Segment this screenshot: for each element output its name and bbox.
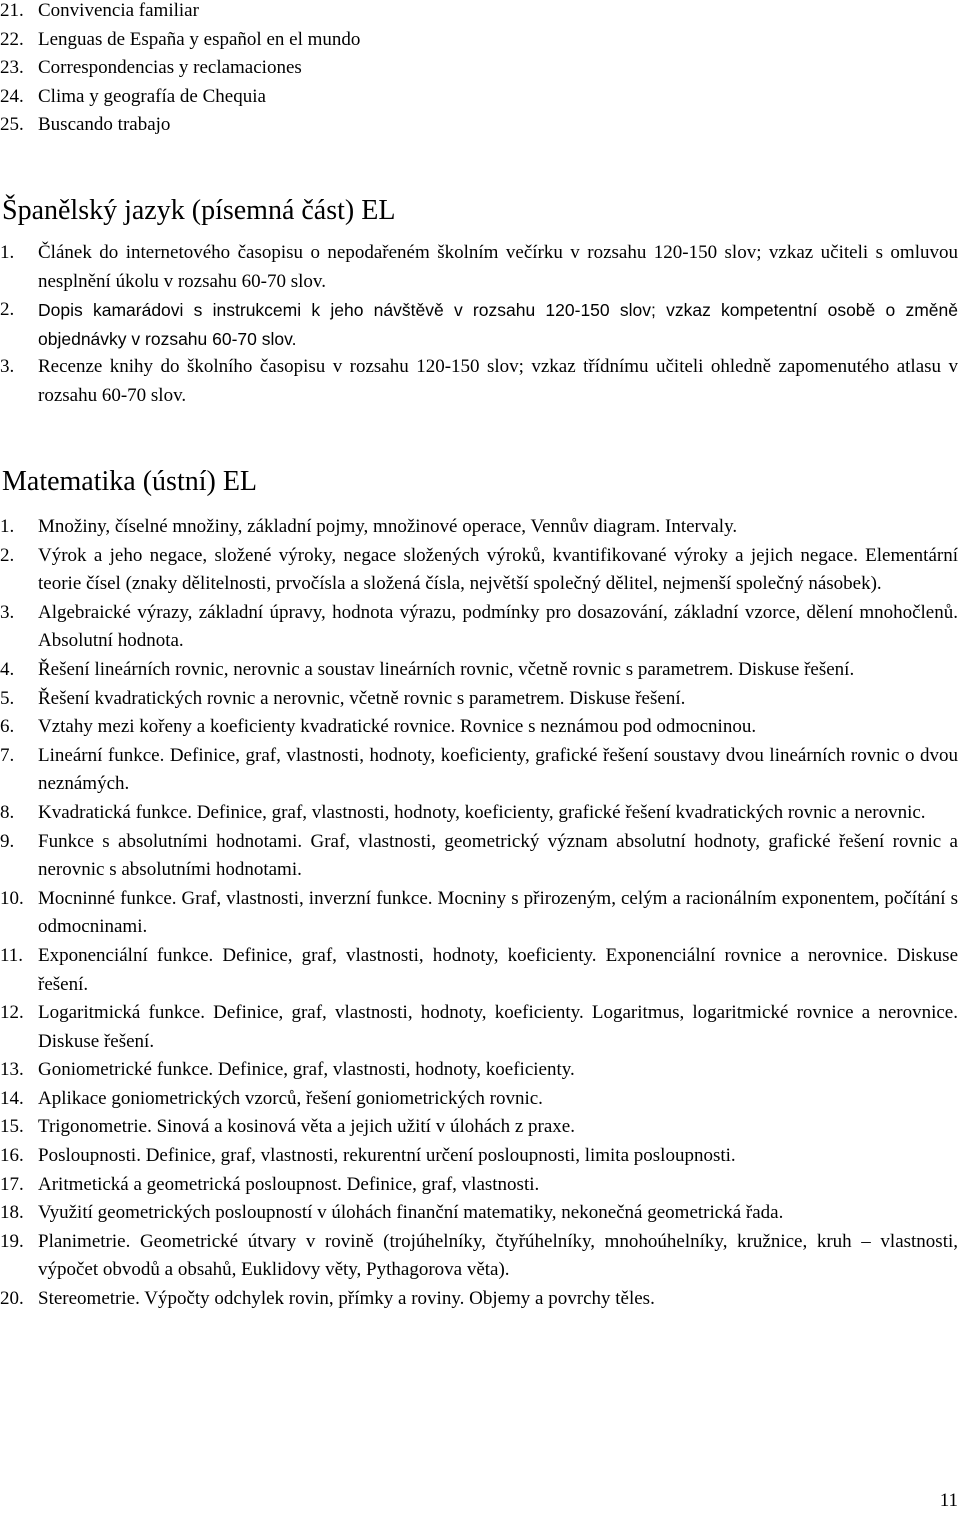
item-number: 12. (0, 1002, 24, 1024)
item-text: Convivencia familiar (38, 0, 199, 21)
list-item (0, 1085, 960, 1114)
item-text: Lineární funkce. Definice, graf, vlastnosti, hodnoty, koeficienty, grafické řešení soustavy dvou lineárních rovnic o dvou neznámých. (38, 744, 958, 795)
item-number: 21. (0, 0, 24, 21)
list-item (0, 742, 960, 799)
item-text: Recenze knihy do školního časopisu v rozsahu 120-150 slov; vzkaz třídnímu učiteli ohledně zapomenutého atlasu v rozsahu 60-70 slov. (38, 356, 958, 406)
list-item (0, 713, 960, 742)
item-text: Množiny, číselné množiny, základní pojmy, množinové operace, Vennův diagram. Intervaly. (38, 516, 738, 537)
item-number: 24. (0, 85, 24, 107)
list-item (0, 1199, 960, 1228)
item-number: 1. (0, 516, 15, 537)
list-item (0, 83, 700, 112)
list-item (0, 26, 700, 55)
list-item (0, 656, 960, 685)
list-item (0, 513, 960, 542)
item-text: Kvadratická funkce. Definice, graf, vlastnosti, hodnoty, koeficienty, grafické řešení kvadratických rovnic a nerovnic. (38, 801, 926, 823)
item-text: Článek do internetového časopisu o nepodařeném školním večírku v rozsahu 120-150 slov; vzkaz učiteli s omluvou nesplnění úkolu v rozsahu 60-70 slov. (38, 242, 958, 292)
item-text: Řešení kvadratických rovnic a nerovnic, včetně rovnic s parametrem. Diskuse řešení. (38, 687, 686, 709)
item-number: 23. (0, 57, 24, 78)
list-item (0, 542, 960, 599)
list-item (0, 828, 960, 885)
item-number: 17. (0, 1173, 24, 1195)
list-item (0, 799, 960, 828)
item-text: Lenguas de España y español en el mundo (38, 28, 361, 50)
item-number: 15. (0, 1116, 24, 1138)
item-number: 4. (0, 658, 15, 680)
list-item (0, 942, 960, 999)
math-oral-list (0, 513, 960, 1314)
page-number: 11 (939, 1490, 958, 1511)
list-item (0, 685, 960, 714)
list-item (0, 599, 960, 656)
item-number: 7. (0, 744, 15, 766)
item-text: Dopis kamarádovi s instrukcemi k jeho návštěvě v rozsahu 120-150 slov; vzkaz kompetentní osobě o změně objednávky v rozsahu 60-70 slov. (38, 300, 958, 349)
item-number: 20. (0, 1288, 24, 1310)
item-text: Clima y geografía de Chequia (38, 85, 266, 107)
item-number: 6. (0, 716, 15, 738)
item-text: Využití geometrických posloupností v úlohách finanční matematiky, nekonečná geometrická řada. (38, 1202, 784, 1224)
item-text: Stereometrie. Výpočty odchylek rovin, přímky a roviny. Objemy a povrchy těles. (38, 1288, 655, 1310)
item-number: 3. (0, 601, 15, 623)
item-number: 10. (0, 887, 24, 909)
item-number: 18. (0, 1202, 24, 1224)
list-item (0, 54, 700, 83)
item-number: 9. (0, 830, 15, 852)
item-text: Algebraické výrazy, základní úpravy, hodnota výrazu, podmínky pro dosazování, základní vzorce, dělení mnohočlenů. Absolutní hodnota. (38, 601, 958, 652)
item-number: 1. (0, 242, 15, 263)
section-heading-spanish-written: Španělský jazyk (písemná část) EL (2, 195, 396, 226)
item-number: 2. (0, 544, 15, 566)
item-text: Mocninné funkce. Graf, vlastnosti, inverzní funkce. Mocniny s přirozeným, celým a racionálním exponentem, počítání s odmocninami. (38, 887, 958, 938)
item-number: 2. (0, 299, 15, 320)
list-item (0, 0, 700, 26)
item-text: Logaritmická funkce. Definice, graf, vlastnosti, hodnoty, koeficienty. Logaritmus, logaritmické rovnice a nerovnice. Diskuse řešení. (38, 1002, 958, 1052)
list-item (0, 885, 960, 942)
item-number: 5. (0, 687, 15, 709)
item-number: 14. (0, 1087, 24, 1109)
item-number: 3. (0, 356, 15, 377)
item-number: 25. (0, 114, 24, 135)
item-text: Exponenciální funkce. Definice, graf, vlastnosti, hodnoty, koeficienty. Exponenciální rovnice a nerovnice. Diskuse řešení. (38, 944, 958, 995)
list-item (0, 1285, 960, 1314)
item-number: 8. (0, 801, 15, 823)
item-text: Aritmetická a geometrická posloupnost. Definice, graf, vlastnosti. (38, 1173, 540, 1195)
list-item (0, 1056, 960, 1085)
item-number: 11. (0, 944, 24, 966)
item-text: Funkce s absolutními hodnotami. Graf, vlastnosti, geometrický význam absolutní hodnoty, grafické řešení rovnic a nerovnic s absolutními hodnotami. (38, 830, 958, 881)
item-number: 13. (0, 1059, 24, 1081)
item-text: Correspondencias y reclamaciones (38, 57, 302, 78)
list-item (0, 111, 700, 140)
list-item (0, 1171, 960, 1200)
item-number: 16. (0, 1145, 24, 1167)
item-text: Planimetrie. Geometrické útvary v rovině (trojúhelníky, čtyřúhelníky, mnohoúhelníky, kružnice, kruh – vlastnosti, výpočet obvodů a obsahů, Euklidovy věty, Pythagorova věta). (38, 1230, 958, 1281)
item-text: Buscando trabajo (38, 114, 171, 135)
section-heading-math-oral: Matematika (ústní) EL (2, 466, 258, 497)
item-text: Vztahy mezi kořeny a koeficienty kvadratické rovnice. Rovnice s neznámou pod odmocninou. (38, 716, 757, 738)
list-item (0, 353, 960, 410)
item-text: Goniometrické funkce. Definice, graf, vlastnosti, hodnoty, koeficienty. (38, 1059, 575, 1081)
list-item (0, 239, 960, 296)
list-item (0, 999, 960, 1056)
item-text: Řešení lineárních rovnic, nerovnic a soustav lineárních rovnic, včetně rovnic s parametrem. Diskuse řešení. (38, 658, 855, 680)
list-item (0, 1113, 960, 1142)
item-text: Výrok a jeho negace, složené výroky, negace složených výroků, kvantifikované výroky a jejich negace. Elementární teorie čísel (znaky dělitelnosti, prvočísla a složená čísla, největší společný dělitel, nejmenší společný násobek). (38, 544, 958, 595)
list-item (0, 1228, 960, 1285)
list-item (0, 1142, 960, 1171)
item-number: 22. (0, 28, 24, 50)
item-text: Posloupnosti. Definice, graf, vlastnosti, rekurentní určení posloupnosti, limita posloupnosti. (38, 1145, 736, 1167)
item-text: Trigonometrie. Sinová a kosinová věta a jejich užití v úlohách z praxe. (38, 1116, 575, 1138)
spanish-topics-list (0, 0, 700, 140)
item-text: Aplikace goniometrických vzorců, řešení goniometrických rovnic. (38, 1087, 543, 1109)
spanish-written-list (0, 239, 960, 410)
item-number: 19. (0, 1230, 24, 1252)
list-item (0, 296, 960, 353)
